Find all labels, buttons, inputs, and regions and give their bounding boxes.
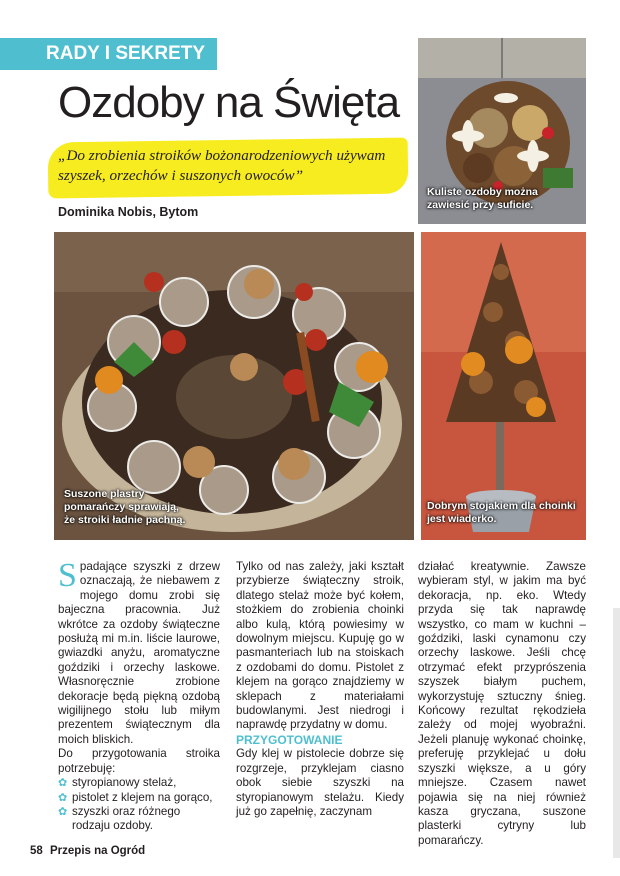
page-number: 58 — [30, 845, 43, 857]
drop-cap: S — [58, 557, 77, 594]
article-column-3 — [418, 560, 586, 848]
caption-wreath: Suszone plastry pomarańczy sprawiają, że stroiki ładnie pachną. — [64, 488, 186, 526]
body-paragraph: działać kreatywnie. Zawsze wybieram styl, w jakim ma być dekoracja, np. eko. Wtedy przyda się tak naprawdę wszystko, co mam w kuchni – goździki, laski cynamonu czy orzechy laskowe. Jeśli chcę otrzymać efekt przyprószenia szyszek białym puchem, wykorzystuję sztuczny śnieg. Końcowy rezultat rękodzieła zależy od mojej wyobraźni. Jeżeli planuję wykonać choinkę, preferuję przyklejać u dołu szyszki większe, a u góry mniejsze. Czasem nawet pojawia się na niej również kasza gryczana, suszone plasterki cytryny lub pomarańczy. — [418, 560, 586, 847]
pull-quote: „Do zrobienia stroików bożonarodzeniowych używam szyszek, orzechów i suszonych owoców” — [58, 147, 386, 184]
caption-hanging: Kuliste ozdoby można zawiesić przy suficie. — [427, 186, 538, 211]
intro-paragraph: Spadające szyszki z drzew oznaczają, że niebawem z mojego domu zrobi się bajeczna pracownia. Już wkrótce za ozdoby świąteczne posłużą mi m.in. liście laurowe, gwiazdki anyżu, aromatyczne goździki i orzechy laskowe. Własnoręcznie zrobione dekoracje będą piękną ozdobą wigilijnego stołu lub miłym prezentem świątecznym dla moich bliskich. — [58, 557, 220, 746]
magazine-name: Przepis na Ogród — [50, 845, 146, 857]
article-column-1 — [58, 557, 220, 834]
list-item: ✿ styropianowy stelaż, — [58, 776, 177, 790]
body-paragraph: Gdy klej w pistolecie dobrze się rozgrzeje, przyklejam ciasno obok siebie szyszki na styropianowym stelażu. Kiedy już go zapełnię, zaczynam — [236, 747, 404, 818]
list-item: ✿ pistolet z klejem na gorąco, — [58, 790, 213, 804]
article-column-2 — [236, 560, 404, 819]
list-intro: Do przygotowania stroika potrzebuję: — [58, 747, 220, 775]
photo-cone-tree — [421, 232, 586, 540]
list-item: ✿ szyszki oraz różnego rodzaju ozdoby. — [58, 804, 181, 833]
author-byline: Dominika Nobis, Bytom — [58, 205, 199, 219]
cone-tree-image — [421, 232, 586, 540]
edge-strip — [613, 608, 620, 858]
photo-wreath — [54, 232, 414, 540]
caption-tree: Dobrym stojakiem dla choinki jest wiaderko. — [427, 500, 576, 525]
body-paragraph: Tylko od nas zależy, jaki kształt przybierze świąteczny stroik, dlatego stelaż może być kołem, stożkiem do zrobienia choinki albo kulą, którą powiesimy w dowolnym miejscu. Kupuję go w pasmanteriach lub na stoiskach z ozdobami do domu. Pistolet z klejem na gorąco znajdziemy w sklepach z materiałami budowlanymi. Jest niedrogi i naprawdę przydatny w domu. — [236, 560, 404, 732]
page-footer — [30, 845, 145, 857]
flower-bullet-icon: ✿ — [58, 805, 68, 818]
section-tag: RADY I SEKRETY — [0, 38, 217, 70]
supplies-list — [58, 776, 220, 834]
flower-bullet-icon: ✿ — [58, 777, 68, 790]
flower-bullet-icon: ✿ — [58, 791, 68, 804]
section-subheading: PRZYGOTOWANIE — [236, 732, 343, 747]
photo-hanging-ornament — [418, 38, 586, 224]
page-title: Ozdoby na Święta — [58, 78, 400, 127]
